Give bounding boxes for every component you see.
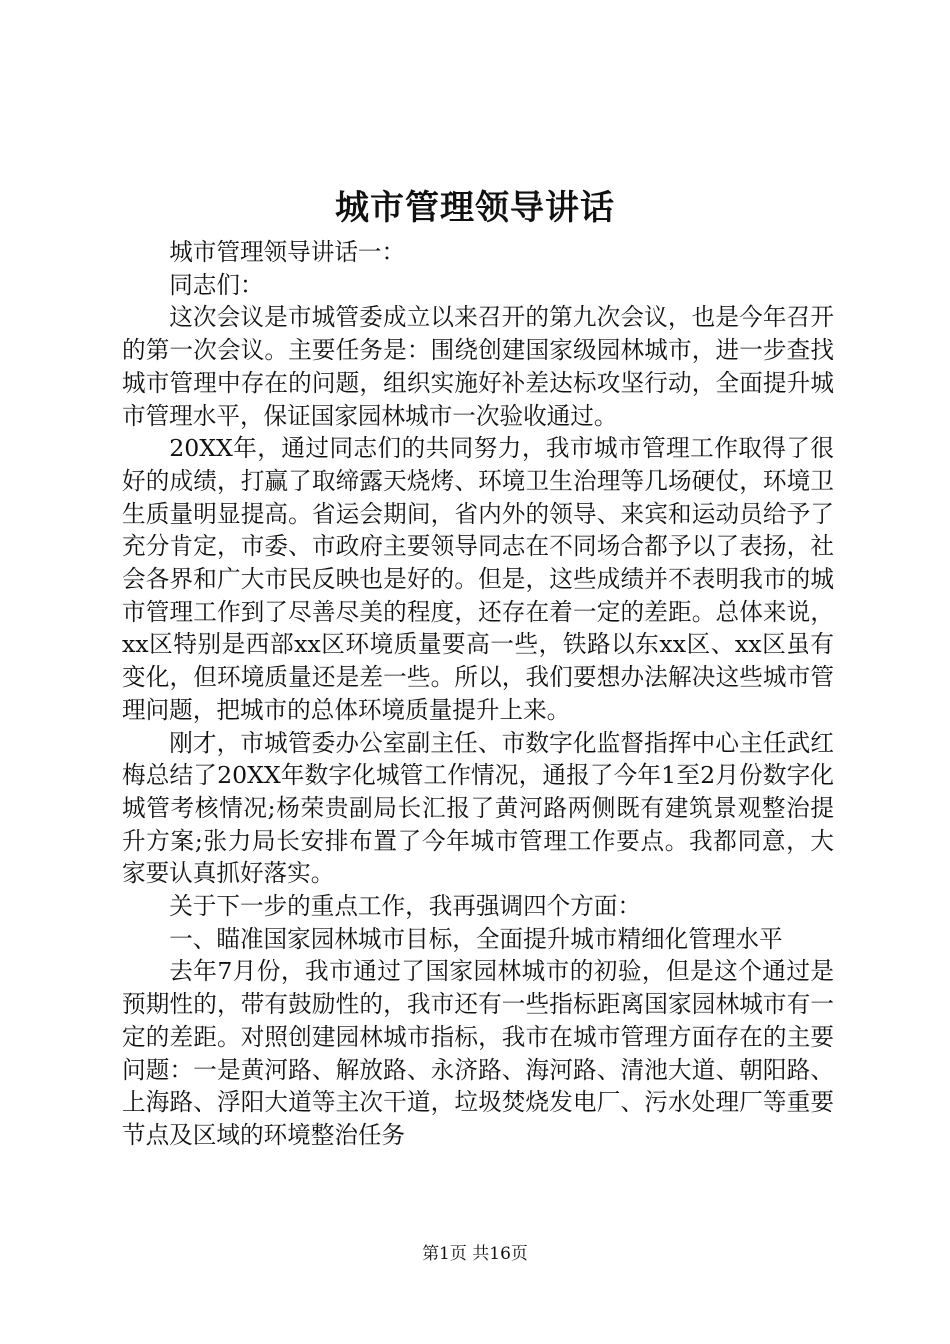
paragraph-salutation: 同志们：	[169, 270, 264, 299]
paragraph-heading: 城市管理领导讲话一：	[169, 238, 406, 266]
section-heading: 一、瞄准国家园林城市目标，全面提升城市精细化管理水平	[169, 924, 783, 953]
document-body	[122, 236, 834, 1152]
paragraph: 关于下一步的重点工作，我再强调四个方面：	[169, 892, 642, 921]
paragraph: 去年7月份，我市通过了国家园林城市的初验，但是这个通过是预期性的，带有鼓励性的，我市还有一些指标距离国家园林城市有一定的差距。对照创建园林城市指标，我市在城市管理方面存在的主要问题：一是黄河路、解放路、永济路、海河路、清池大道、朝阳路、上海路、浮阳大道等主次干道，垃圾焚烧发电厂、污水处理厂等重要节点及区域的环境整治任务	[122, 957, 834, 1149]
document-title: 城市管理领导讲话	[335, 188, 615, 228]
paragraph: 20XX年，通过同志们的共同努力，我市城市管理工作取得了很好的成绩，打赢了取缔露天烧烤、环境卫生治理等几场硬仗，环境卫生质量明显提高。省运会期间，省内外的领导、来宾和运动员给予了充分肯定，市委、市政府主要领导同志在不同场合都予以了表扬，社会各界和广大市民反映也是好的。但是，这些成绩并不表明我市的城市管理工作到了尽善尽美的程度，还存在着一定的差距。总体来说，xx区特别是西部xx区环境质量要高一些，铁路以东xx区、xx区虽有变化，但环境质量还是差一些。所以，我们要想办法解决这些城市管理问题，把城市的总体环境质量提升上来。	[122, 434, 834, 724]
page-number-footer: 第1页 共16页	[422, 1244, 528, 1264]
paragraph: 刚才，市城管委办公室副主任、市数字化监督指挥中心主任武红梅总结了20XX年数字化城管工作情况，通报了今年1至2月份数字化城管考核情况;杨荣贵副局长汇报了黄河路两侧既有建筑景观整治提升方案;张力局长安排布置了今年城市管理工作要点。我都同意，大家要认真抓好落实。	[122, 728, 834, 888]
paragraph: 这次会议是市城管委成立以来召开的第九次会议，也是今年召开的第一次会议。主要任务是：围绕创建国家级园林城市，进一步查找城市管理中存在的问题，组织实施好补差达标攻坚行动，全面提升城市管理水平，保证国家园林城市一次验收通过。	[122, 303, 834, 430]
